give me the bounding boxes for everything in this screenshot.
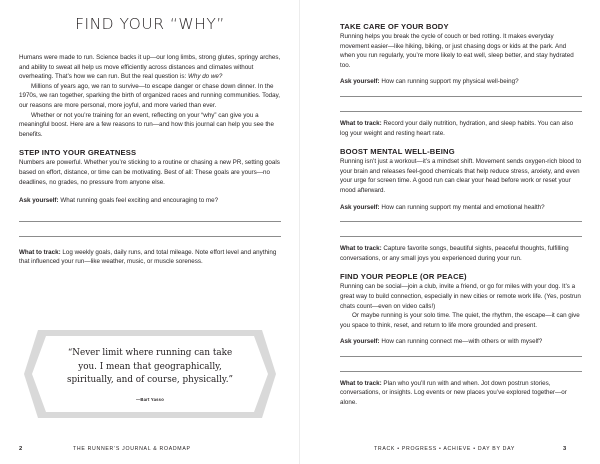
ask-label: Ask yourself:	[340, 78, 380, 86]
page-number: 3	[563, 446, 567, 452]
track-label: What to track:	[19, 248, 61, 256]
page-number-left	[19, 446, 23, 452]
track-label: What to track:	[340, 379, 382, 387]
ask-yourself-people	[340, 337, 582, 347]
what-to-track-greatness	[19, 248, 281, 267]
section-heading-body: TAKE CARE OF YOUR BODY	[340, 22, 449, 31]
track-text: Capture favorite songs, beautiful sights, peaceful thoughts, fulfilling conversations, or any small joys you experienced during your run.	[340, 245, 569, 262]
write-line	[340, 111, 582, 112]
intro-text: Humans were made to run. Science backs it up—our long limbs, strong glutes, springy arches, and ability to sweat all help us move efficiently across distances and climates without overheating. That’s how we can run. But the real question is:	[19, 54, 281, 81]
ask-question: How can running connect me—with others or with myself?	[379, 338, 543, 346]
track-text: Log weekly goals, daily runs, and total mileage. Note effort level and anything that influenced your run—like weather, music, or muscle soreness.	[19, 248, 277, 266]
section-body-people-1: Running can be social—join a club, invite a friend, or go for miles with your dog. It’s a great way to build connection, especially in new cities or remote work life. (Yes, postrun chats count—even on video calls!)	[340, 283, 581, 310]
write-line	[19, 221, 281, 222]
ask-question: What running goals feel exciting and encouraging to me?	[58, 197, 219, 205]
right-column	[340, 0, 582, 408]
track-label: What to track:	[340, 245, 382, 253]
section-heading-mental: BOOST MENTAL WELL-BEING	[340, 147, 455, 157]
write-line	[340, 371, 582, 372]
write-line	[340, 221, 582, 222]
section-heading-greatness: STEP INTO YOUR GREATNESS	[19, 148, 137, 158]
page-number: 2	[19, 446, 23, 452]
write-line	[340, 356, 582, 357]
intro-paragraph-2: Millions of years ago, we ran to survive—to escape danger or chase down dinner. In the 1970s, we ran together, sparking the birth of organized races and running communities. Today, our reasons are more personal, more joyful, and more varied than ever.	[19, 82, 281, 109]
running-head-right: TRACK • PROGRESS • ACHIEVE • DAY BY DAY	[374, 446, 516, 452]
right-page	[300, 0, 600, 464]
section-body-greatness: Numbers are powerful. Whether you’re sticking to a routine or chasing a new PR, setting goals based on effort, distance, or time can be motivating. Best of all: These goals are yours—no deadlines, no grades, no pressure from anyone else.	[19, 159, 280, 186]
what-to-track-body	[340, 119, 582, 138]
track-text: Plan who you’ll run with and when. Jot down postrun stories, conversations, or insights. Log events or new places you’ve explored together—or alone.	[340, 379, 567, 407]
section-body-people-2: Or maybe running is your solo time. The quiet, the rhythm, the escape—it can give you space to think, reset, and return to life more grounded and present.	[340, 312, 580, 329]
write-line	[340, 96, 582, 97]
ask-question: How can running support my mental and emotional health?	[379, 203, 545, 211]
ask-yourself-mental	[340, 203, 582, 213]
intro-paragraph-1	[19, 53, 281, 82]
what-to-track-people	[340, 379, 582, 408]
section-body-body: Running helps you break the cycle of couch or bed rotting. It makes everyday movement easier—like hiking, biking, or just chasing dogs or kids at the park. And when you run regularly, you’re more likely to eat well, sleep better, and stay hydrated too.	[340, 33, 574, 69]
quote-text: “Never limit where running can take you. I mean that geographically, spiritually, and of course, physically.”	[66, 348, 234, 386]
ask-yourself-greatness	[19, 196, 281, 206]
quote-attribution: —Bart Yasso	[136, 397, 164, 402]
intro-paragraph-3: Whether or not you’re training for an event, reflecting on your “why” can give you a meaningful boost. Here are a few reasons to run—and how this journal can help you see the benefits.	[19, 111, 275, 138]
track-label: What to track:	[340, 119, 382, 127]
ask-label: Ask yourself:	[19, 197, 59, 205]
section-heading-people: FIND YOUR PEOPLE (OR PEACE)	[340, 272, 467, 282]
page-number-right	[563, 446, 567, 452]
ask-label: Ask yourself:	[340, 203, 380, 211]
what-to-track-mental	[340, 244, 582, 263]
write-line	[340, 236, 582, 237]
ask-question: How can running support my physical well-being?	[379, 78, 519, 86]
pull-quote	[24, 330, 276, 418]
left-column	[19, 0, 281, 267]
track-text: Record your daily nutrition, hydration, and sleep habits. You can also log your weight and resting heart rate.	[340, 119, 574, 137]
ask-yourself-body	[340, 77, 582, 87]
ask-label: Ask yourself:	[340, 338, 380, 346]
page-title: FIND YOUR “WHY”	[75, 15, 225, 33]
left-page	[0, 0, 299, 464]
write-line	[19, 236, 281, 237]
intro-emphasis: Why do we?	[187, 73, 223, 81]
running-head-left: THE RUNNER’S JOURNAL & ROADMAP	[73, 446, 191, 452]
section-body-mental: Running isn’t just a workout—it’s a mindset shift. Movement sends oxygen-rich blood to your brain and releases feel-good chemicals that help reduce stress, anxiety, and even your urge for screen time. A good run can clear your head before work or reset your mood afterward.	[340, 158, 582, 194]
